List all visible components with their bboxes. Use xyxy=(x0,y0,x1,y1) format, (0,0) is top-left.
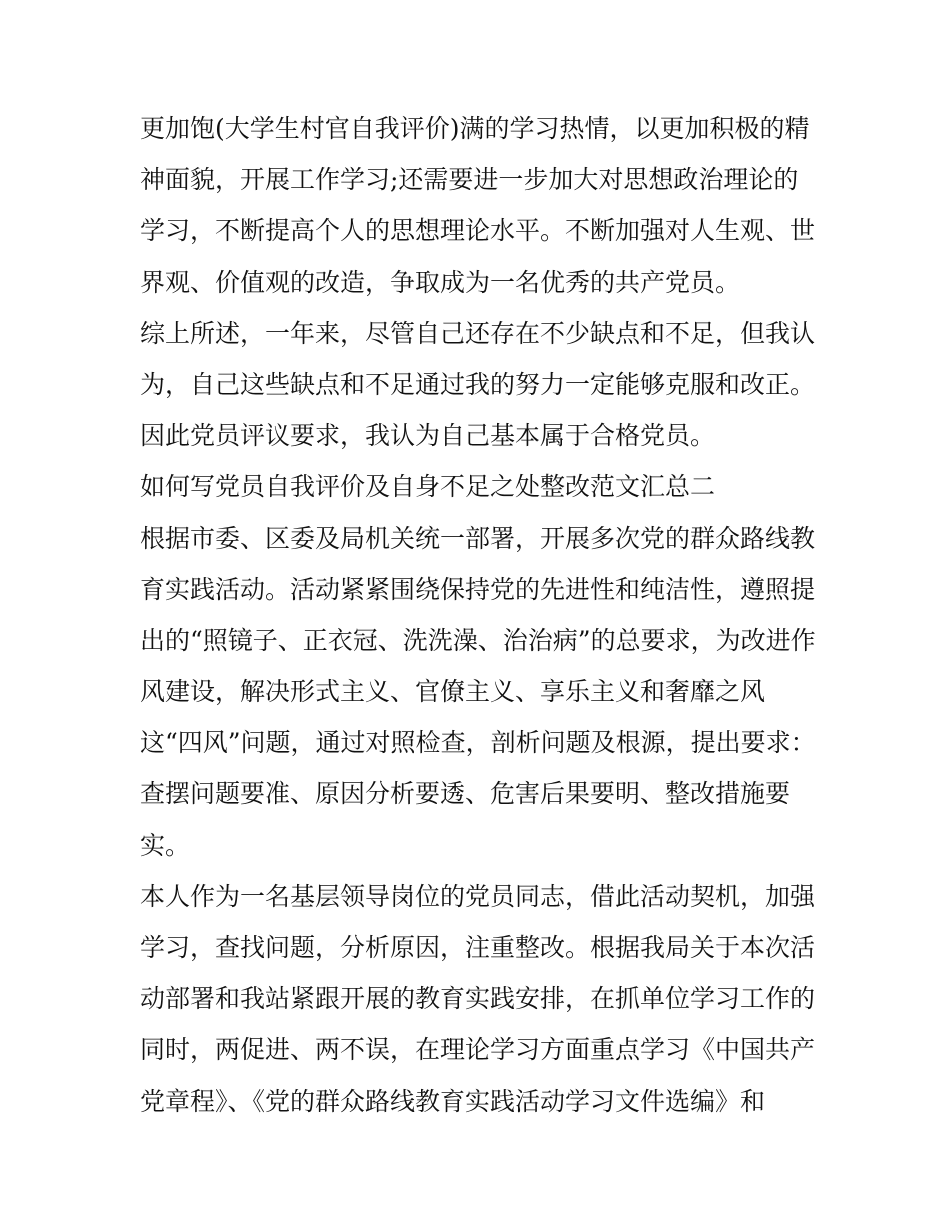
text-line: 党章程》、《党的群众路线教育实践活动学习文件选编》和 xyxy=(140,1086,766,1116)
text-line: 更加饱(大学生村官自我评价)满的学习热情，以更加积极的精 xyxy=(140,114,810,143)
text-line: 风建设，解决形式主义、官僚主义、享乐主义和奢靡之风 xyxy=(140,677,766,707)
text-line: 因此党员评议要求，我认为自己基本属于合格党员。 xyxy=(140,421,716,451)
text-line: 出的“照镜子、正衣冠、洗洗澡、治治病”的总要求，为改进作 xyxy=(140,625,816,655)
text-line: 神面貌，开展工作学习;还需要进一步加大对思想政治理论的 xyxy=(140,165,799,195)
text-line: 育实践活动。活动紧紧围绕保持党的先进性和纯洁性，遵照提 xyxy=(140,574,816,604)
text-line: 同时，两促进、两不误，在理论学习方面重点学习《中国共产 xyxy=(140,1035,816,1065)
text-line: 本人作为一名基层领导岗位的党员同志，借此活动契机，加强 xyxy=(140,881,816,911)
text-line: 为，自己这些缺点和不足通过我的努力一定能够克服和改正。 xyxy=(140,369,816,399)
text-line: 学习，查找问题，分析原因，注重整改。根据我局关于本次活 xyxy=(140,933,816,962)
text-line: 根据市委、区委及局机关统一部署，开展多次党的群众路线教 xyxy=(140,523,816,553)
text-line: 实。 xyxy=(140,830,191,860)
text-line: 动部署和我站紧跟开展的教育实践安排，在抓单位学习工作的 xyxy=(140,984,816,1014)
text-line: 学习，不断提高个人的思想理论水平。不断加强对人生观、世 xyxy=(140,216,816,246)
section-heading: 如何写党员自我评价及自身不足之处整改范文汇总二 xyxy=(140,472,716,502)
text-line: 这“四风”问题，通过对照检查，剖析问题及根源，提出要求： xyxy=(140,728,816,758)
text-line: 界观、价值观的改造，争取成为一名优秀的共产党员。 xyxy=(140,267,741,297)
text-line: 综上所述，一年来，尽管自己还存在不少缺点和不足，但我认 xyxy=(140,318,816,348)
document-body xyxy=(140,103,820,1127)
text-line: 查摆问题要准、原因分析要透、危害后果要明、整改措施要 xyxy=(140,779,791,809)
